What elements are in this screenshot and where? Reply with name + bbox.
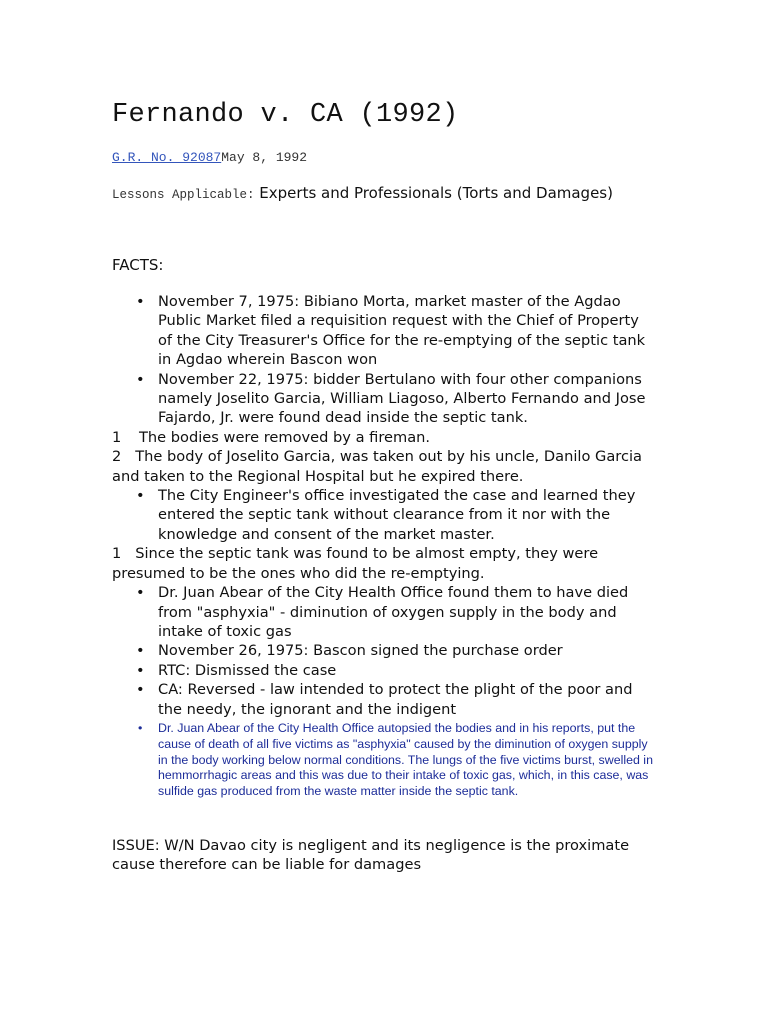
case-title: Fernando v. CA (1992) [112,100,459,130]
lessons-value: Experts and Professionals (Torts and Damages) [254,184,613,202]
facts-heading: FACTS: [112,256,164,274]
gr-number-link[interactable]: G.R. No. 92087 [112,150,222,165]
list-item: • November 7, 1975: Bibiano Morta, market master of the Agdao Public Market filed a requisition request with the Chief of Property of the City Treasurer's Office for the re-emptying of the septic tank in Agdao wherein Bascon won [112,292,657,370]
lessons-label: Lessons Applicable: [112,188,255,202]
citation-line [112,150,307,165]
list-item: • The City Engineer's office investigated the case and learned they entered the septic tank without clearance from it nor with the knowledge and consent of the market master. [112,486,657,544]
issue-statement: ISSUE: W/N Davao city is negligent and its negligence is the proximate cause therefore can be liable for damages [112,837,630,874]
facts-list [112,292,657,800]
list-item: • November 26, 1975: Bascon signed the purchase order [112,641,657,660]
autopsy-quote: • Dr. Juan Abear of the City Health Office autopsied the bodies and in his reports, put the cause of death of all five victims as "asphyxia" caused by the diminution of oxygen supply in the body working below normal conditions. The lungs of the five victims burst, swelled in hemmorrhagic areas and this was due to their intake of toxic gas, which, in this case, was sulfide gas produced from the waste matter inside the septic tank. [112,721,658,800]
numbered-item: 2 The body of Joselito Garcia, was taken out by his uncle, Danilo Garcia and taken to the Regional Hospital but he expired there. [112,448,642,485]
decision-date: May 8, 1992 [221,150,308,165]
lessons-applicable [112,184,613,202]
list-item: • CA: Reversed - law intended to protect the plight of the poor and the needy, the ignorant and the indigent [112,680,657,719]
numbered-item: 1 The bodies were removed by a fireman. [112,428,431,446]
list-item: • RTC: Dismissed the case [112,661,657,680]
numbered-item: 1 Since the septic tank was found to be almost empty, they were presumed to be the ones who did the re-emptying. [112,545,599,582]
list-item: • November 22, 1975: bidder Bertulano with four other companions namely Joselito Garcia, William Liagoso, Alberto Fernando and Jose Fajardo, Jr. were found dead inside the septic tank. [112,370,657,428]
list-item: • Dr. Juan Abear of the City Health Office found them to have died from "asphyxia" - diminution of oxygen supply in the body and intake of toxic gas [112,583,657,641]
